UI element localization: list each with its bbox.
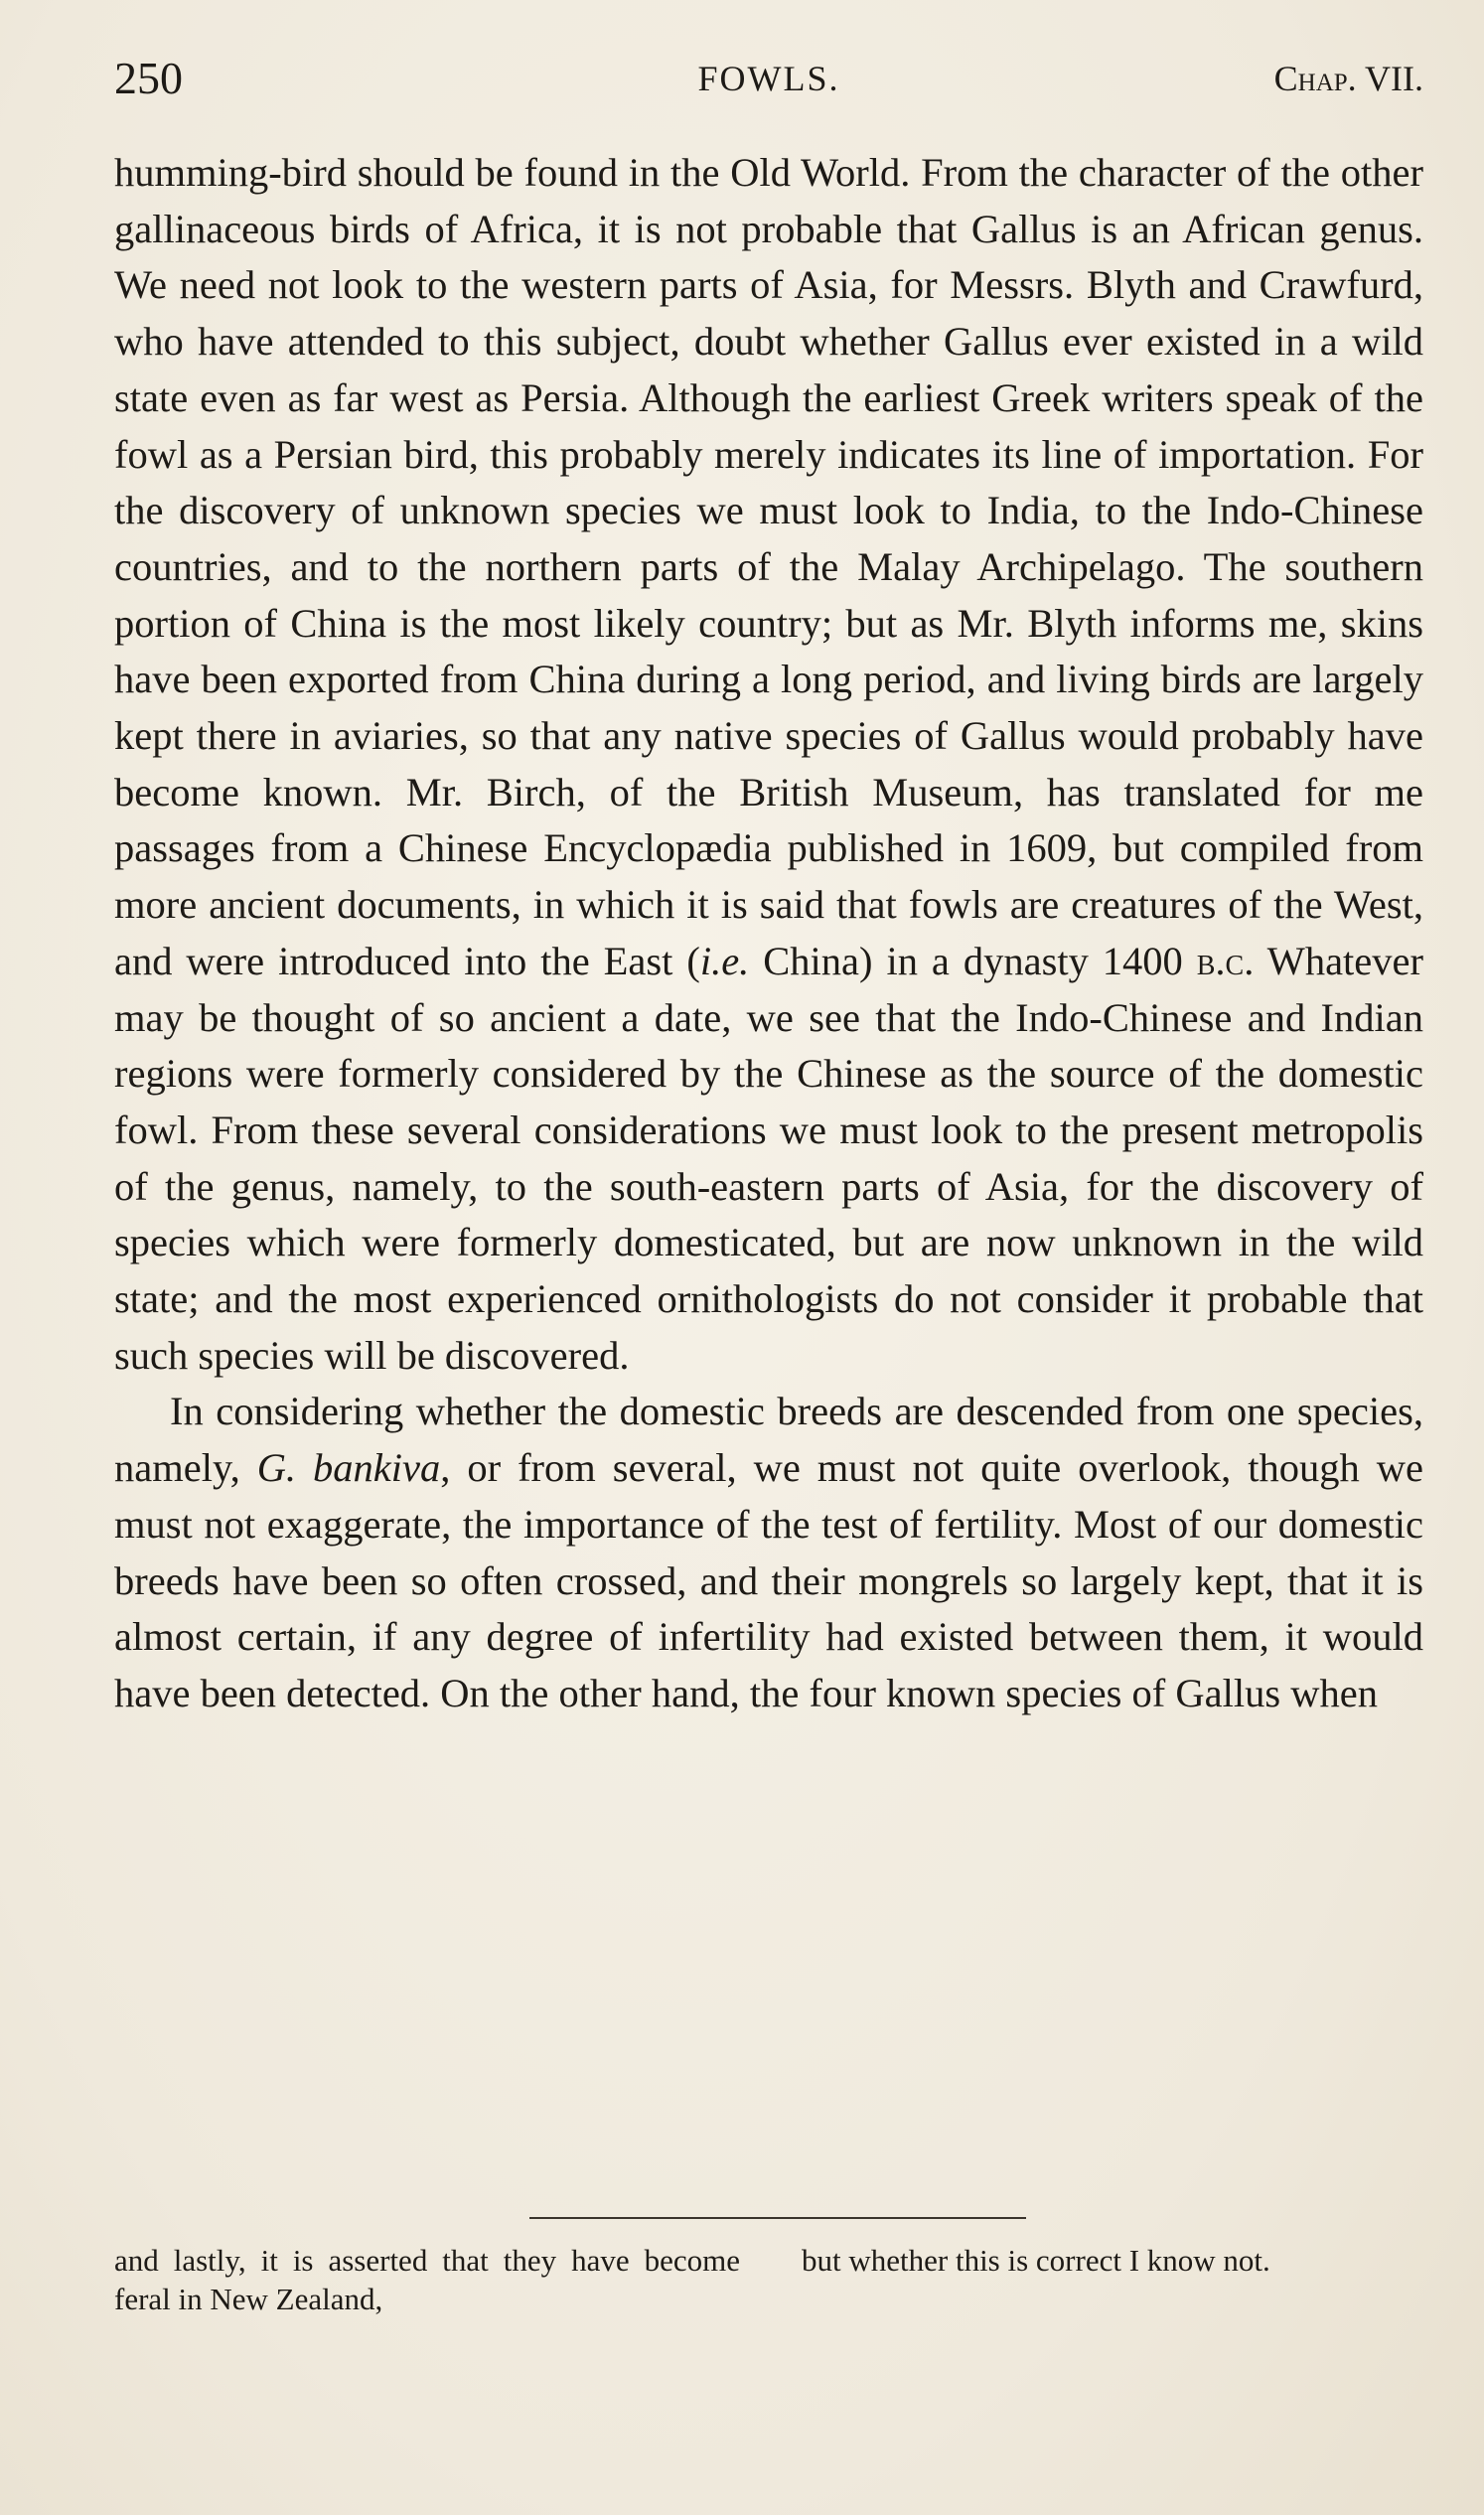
paragraph-1-bc: b.c. [1196, 938, 1255, 983]
footnote-divider [529, 2217, 1026, 2219]
paragraph-1-text-c: Whatever may be thought of so ancient a date, we see that the Indo-Chinese and Indian regions were formerly considered by the Chinese as the source of the domestic fowl. From these several considerations we must look to the present metropolis of the genus, namely, to the south-eastern parts of Asia, for the discovery of species which were formerly domesticated, but are now unknown in the wild state; and the most experienced ornithologists do not consider it probable that such species will be discovered. [114, 938, 1423, 1378]
paragraph-1 [114, 145, 1423, 1384]
paragraph-1-text-a: humming-bird should be found in the Old World. From the character of the other gallinaceous birds of Africa, it is not probable that Gallus is an African genus. We need not look to the western parts of Asia, for Messrs. Blyth and Crawfurd, who have attended to this subject, doubt whether Gallus ever existed in a wild state even as far west as Persia. Although the earliest Greek writers speak of the fowl as a Persian bird, this probably merely indicates its line of importation. For the discovery of unknown species we must look to India, to the Indo-Chinese countries, and to the northern parts of the Malay Archipelago. The southern portion of China is the most likely country; but as Mr. Blyth informs me, skins have been exported from China during a long period, and living birds are largely kept there in aviaries, so that any native species of Gallus would probably have become known. Mr. Birch, of the British Museum, has translated for me passages from a Chinese Encyclopædia published in 1609, but compiled from more ancient documents, in which it is said that fowls are creatures of the West, and were introduced into the East ( [114, 150, 1423, 983]
paragraph-2 [114, 1384, 1423, 1721]
running-title: FOWLS. [697, 59, 840, 98]
paragraph-1-text-b: China) in a dynasty 1400 [749, 938, 1197, 983]
paragraph-2-text-b: , or from several, we must not quite overlook, though we must not exaggerate, the importance of the test of fertility. Most of our domestic breeds have been so often crossed, and their mongrels so largely kept, that it is almost certain, if any degree of infertility had existed between them, it would have been detected. On the other hand, the four known species of Gallus when [114, 1445, 1423, 1715]
page-number: 250 [114, 53, 183, 103]
page-header [114, 52, 1423, 121]
body-text [114, 145, 1423, 1722]
paragraph-2-species: G. bankiva [256, 1445, 441, 1491]
footnote-left-column: and lastly, it is asserted that they have become feral in New Zealand, [114, 2243, 740, 2316]
paragraph-1-ie: i.e. [699, 938, 750, 983]
chapter-label: Chap. VII. [1273, 59, 1423, 98]
paragraph-2-text-a: In considering whether the domestic breeds are descended from one species, namely, [114, 1389, 1423, 1491]
footnote-right-column: but whether this is correct I know not. [802, 2243, 1270, 2278]
